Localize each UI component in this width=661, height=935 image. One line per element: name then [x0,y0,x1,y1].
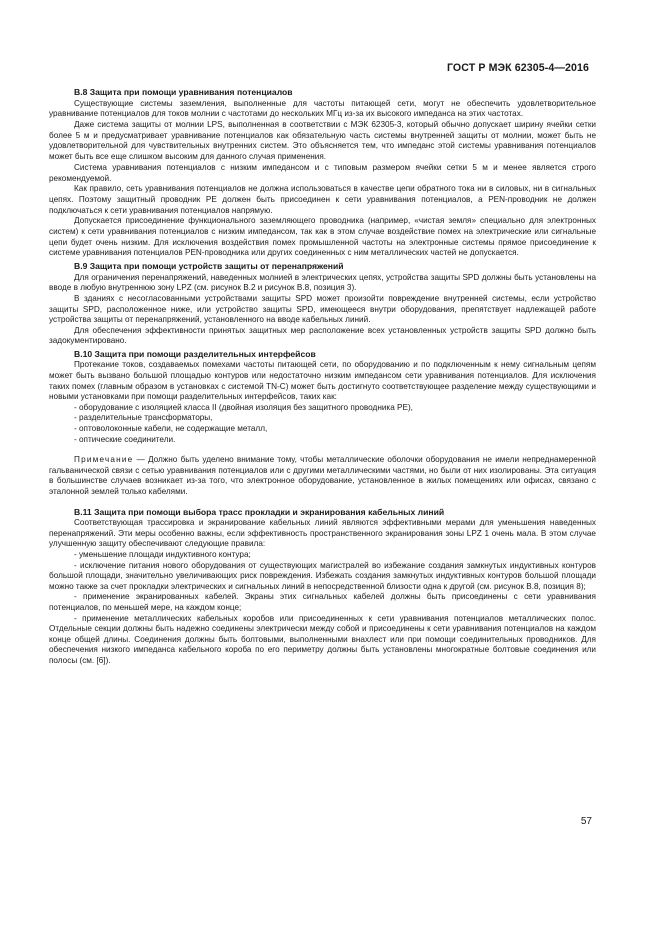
rules-list [49,550,596,667]
section-heading: В.8 Защита при помощи уравнивания потенциалов [74,87,293,97]
document-code: ГОСТ Р МЭК 62305-4—2016 [446,62,589,74]
section-b11 [49,507,596,667]
note-label: Примечание [74,455,134,465]
paragraph: Система уравнивания потенциалов с низким импедансом и с типовым размером ячейки сетки 5 м и менее является строго рекомендуемой. [49,162,596,183]
section-b8 [49,87,596,259]
interface-list [49,403,596,445]
list-item: - оптоволоконные кабели, не содержащие металл, [74,424,268,434]
paragraph: В зданиях с несогласованными устройствами защиты SPD может произойти повреждение внутренней системы, если устройство защиты SPD, расположенное ниже, или устройство защиты SPD, имеющееся внутри оборудования, препятствует надлежащей работе устройства защиты от перенапряжений, установленного на вводе кабельных линий. [49,293,596,325]
list-item: - оборудование с изоляцией класса II (двойная изоляция без защитного проводника PE), [74,402,413,412]
list-item: - применение экранированных кабелей. Экраны этих сигнальных кабелей должны быть присоединены с сети уравнивания потенциалов, по меньшей мере, на каждом конце; [49,592,596,612]
paragraph: Даже система защиты от молнии LPS, выполненная в соответствии с МЭК 62305-3, который обычно допускает ширину ячейки сетки более 5 м и предусматривает уравнивание потенциалов как обязательную часть системы внутренней защиты от молнии, может быть не удовлетворительной для чувствительных внутренних систем. Это объясняется тем, что импеданс этой системы уравнивания потенциалов может быть все еще слишком высоким для данного случая применения. [49,120,596,162]
page-number: 57 [580,816,592,827]
section-heading: В.10 Защита при помощи разделительных интерфейсов [74,348,316,359]
section-heading: В.11 Защита при помощи выбора трасс прокладки и экранирования кабельных линий [74,506,445,517]
section-b10 [49,349,596,498]
list-item: - оптические соединители. [74,434,176,444]
list-item: - применение металлических кабельных коробов или присоединенных к сети уравнивания потенциалов металлических полос. Отдельные секции должны быть надежно соединены электрически между собой и присоединены к сети уравнивания потенциалов на каждом конце общей длины. Соединения должны быть болтовыми, выполненными внахлест или при помощи соединительных проводников. Для обеспечения низкого импеданса кабельного короба по его периметру должны быть установлены многократные болтовые соединения или полосы (см. [6]). [49,613,596,665]
paragraph: Для ограничения перенапряжений, наведенных молнией в электрических цепях, устройства защиты SPD должны быть установлены на вводе в любую внутреннюю зону LPZ (см. рисунок В.2 и рисунок В.8, позиция 3). [49,272,596,293]
paragraph: Соответствующая трассировка и экранирование кабельных линий являются эффективными мерами для уменьшения наведенных перенапряжений. Эти меры особенно важны, если эффективность пространственного экранирования зоны LPZ 1 очень мала. В этом случае улучшенную защиту обеспечивают следующие правила: [49,518,596,549]
note [49,455,596,497]
list-item: - разделительные трансформаторы, [74,413,213,423]
section-heading: В.9 Защита при помощи устройств защиты от перенапряжений [74,261,344,272]
page-body [49,87,596,667]
paragraph: Допускается присоединение функционального заземляющего проводника (например, «чистая земля» специально для электронных систем) к сети уравнивания потенциалов с низким импедансом, так как в этом случае воздействие помех на электрические или сигнальные цепи будет очень низким. Для исключения воздействия помех промышленной частоты на электронные системы прямое присоединение к системе уравнивания потенциалов PEN-проводника или других соединенных с ним металлических частей не допускается. [49,216,596,258]
note-text: — Должно быть уделено внимание тому, чтобы металлические оболочки оборудования не имели непреднамеренной гальванической связи с сетью уравнивания потенциалов или с другими металлическими частями, но были от них изолированы. Эта ситуация в большинстве случаев возникает из-за того, что электронное оборудование, установленное в жилых помещениях или офисах, связано с эталонной землей только кабелями. [49,455,596,497]
paragraph: Существующие системы заземления, выполненные для частоты питающей сети, могут не обеспечить удовлетворительное уравнивание потенциалов для токов молнии с частотами до нескольких МГц из-за их высокого импеданса на этих частотах. [49,98,596,119]
section-b9 [49,261,596,347]
list-item: - исключение питания нового оборудования от существующих магистралей во избежание создания замкнутых индуктивных контуров большой площади, значительно увеличивающих риск повреждения. Избежать создания замкнутых индуктивных контуров большой площади можно также за счет прокладки электрических и сигнальных линий в непосредственной близости одна к другой (см. рисунок В.8, позиция 8); [49,560,596,591]
list-item: - уменьшение площади индуктивного контура; [74,549,251,559]
paragraph: Протекание токов, создаваемых помехами частоты питающей сети, по оборудованию и по подключенным к нему сигнальным цепям может быть вызвано большой площадью контуров или недостаточно низким импедансом сети уравнивания потенциалов. Для исключения таких помех (главным образом в установках с системой TN-C) может быть достигнуто соответствующее разделение между существующими и новыми установками при помощи разделительных интерфейсов, таких как: [49,360,596,402]
paragraph: Как правило, сеть уравнивания потенциалов не должна использоваться в качестве цепи обратного тока ни в силовых, ни в сигнальных цепях. Поэтому защитный проводник PE должен быть присоединен к сети уравнивания потенциалов, а PEN-проводник не должен подключаться к сети уравнивания потенциалов напрямую. [49,184,596,215]
paragraph: Для обеспечения эффективности принятых защитных мер расположение всех установленных устройств защиты SPD должно быть задокументировано. [49,325,596,346]
